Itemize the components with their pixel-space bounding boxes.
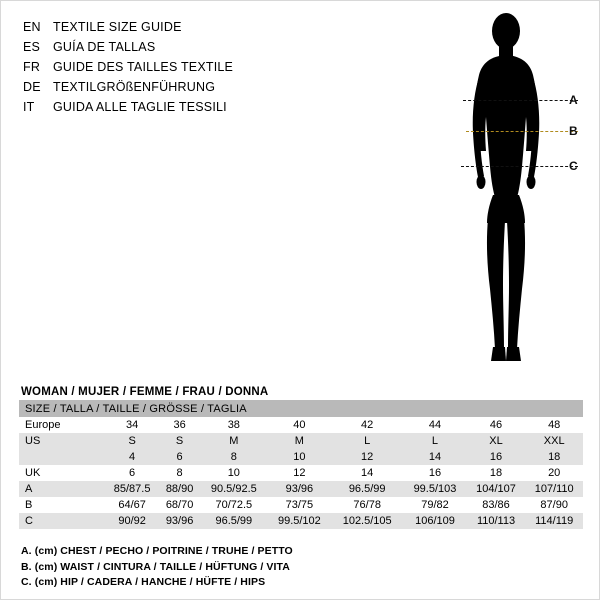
cell: 93/96 [268, 481, 331, 497]
note-a: A. (cm) CHEST / PECHO / POITRINE / TRUHE / PETTO [21, 545, 293, 557]
cell: S [159, 433, 200, 449]
cell: 99.5/102 [268, 513, 331, 529]
cell: 76/78 [331, 497, 403, 513]
language-code: EN [23, 20, 41, 34]
measurement-notes [21, 544, 293, 591]
measurement-figure [421, 9, 596, 379]
cell: L [403, 433, 466, 449]
cell: 6 [159, 449, 200, 465]
cell: 104/107 [467, 481, 526, 497]
cell: 10 [268, 449, 331, 465]
cell: 114/119 [525, 513, 583, 529]
cell: 107/110 [525, 481, 583, 497]
cell: 99.5/103 [403, 481, 466, 497]
measure-label-a: A [569, 93, 578, 107]
cell: 96.5/99 [200, 513, 268, 529]
cell: 90/92 [105, 513, 159, 529]
table-row [19, 465, 583, 481]
table-row [19, 497, 583, 513]
cell: 18 [525, 449, 583, 465]
cell: 12 [331, 449, 403, 465]
language-title: TEXTILE SIZE GUIDE [53, 20, 182, 34]
cell: 48 [525, 417, 583, 433]
cell: 106/109 [403, 513, 466, 529]
row-label: B [19, 497, 105, 513]
row-label [19, 449, 105, 465]
language-title: GUÍA DE TALLAS [53, 40, 156, 54]
cell: 73/75 [268, 497, 331, 513]
table-row [19, 433, 583, 449]
note-b: B. (cm) WAIST / CINTURA / TAILLE / HÜFTUNG / VITA [21, 560, 290, 573]
language-code: FR [23, 60, 41, 74]
cell: 40 [268, 417, 331, 433]
cell: 110/113 [467, 513, 526, 529]
measure-line-b [466, 131, 578, 132]
cell: 79/82 [403, 497, 466, 513]
cell: 8 [200, 449, 268, 465]
cell: 42 [331, 417, 403, 433]
cell: XL [467, 433, 526, 449]
cell: 93/96 [159, 513, 200, 529]
language-row-es [23, 37, 353, 57]
cell: 14 [331, 465, 403, 481]
cell: 70/72.5 [200, 497, 268, 513]
cell: M [200, 433, 268, 449]
cell: L [331, 433, 403, 449]
female-silhouette-icon [441, 9, 571, 379]
cell: 83/86 [467, 497, 526, 513]
cell: 12 [268, 465, 331, 481]
note-c: C. (cm) HIP / CADERA / HANCHE / HÜFTE / HIPS [21, 576, 266, 588]
row-label: C [19, 513, 105, 529]
table-header-label: SIZE / TALLA / TAILLE / GRÖSSE / TAGLIA [19, 400, 583, 417]
table-row [19, 513, 583, 529]
cell: 44 [403, 417, 466, 433]
cell: 8 [159, 465, 200, 481]
language-list [23, 17, 353, 117]
cell: 64/67 [105, 497, 159, 513]
cell: 14 [403, 449, 466, 465]
row-label: A [19, 481, 105, 497]
cell: 68/70 [159, 497, 200, 513]
cell: 46 [467, 417, 526, 433]
cell: S [105, 433, 159, 449]
cell: 38 [200, 417, 268, 433]
language-row-fr [23, 57, 353, 77]
language-row-it [23, 97, 353, 117]
cell: 6 [105, 465, 159, 481]
measure-line-a [463, 100, 578, 101]
language-code: IT [23, 100, 35, 114]
cell: 87/90 [525, 497, 583, 513]
cell: 16 [403, 465, 466, 481]
cell: M [268, 433, 331, 449]
cell: 4 [105, 449, 159, 465]
cell: 34 [105, 417, 159, 433]
table-row [19, 417, 583, 433]
cell: 36 [159, 417, 200, 433]
cell: 85/87.5 [105, 481, 159, 497]
cell: 20 [525, 465, 583, 481]
cell: XXL [525, 433, 583, 449]
section-heading: WOMAN / MUJER / FEMME / FRAU / DONNA [21, 386, 269, 398]
language-code: DE [23, 80, 41, 94]
table-header-row [19, 400, 583, 417]
cell: 102.5/105 [331, 513, 403, 529]
language-row-en [23, 17, 353, 37]
language-code: ES [23, 40, 41, 54]
language-title: GUIDA ALLE TAGLIE TESSILI [53, 100, 227, 114]
cell: 88/90 [159, 481, 200, 497]
cell: 18 [467, 465, 526, 481]
language-title: GUIDE DES TAILLES TEXTILE [53, 60, 234, 74]
measure-line-c [461, 166, 578, 167]
cell: 96.5/99 [331, 481, 403, 497]
row-label: Europe [19, 417, 105, 433]
cell: 90.5/92.5 [200, 481, 268, 497]
measure-label-b: B [569, 124, 578, 138]
table-row [19, 449, 583, 465]
table-row [19, 481, 583, 497]
language-row-de [23, 77, 353, 97]
measure-label-c: C [569, 159, 578, 173]
cell: 16 [467, 449, 526, 465]
size-table [19, 400, 583, 529]
row-label: US [19, 433, 105, 449]
language-title: TEXTILGRÖßENFÜHRUNG [53, 80, 216, 94]
cell: 10 [200, 465, 268, 481]
row-label: UK [19, 465, 105, 481]
